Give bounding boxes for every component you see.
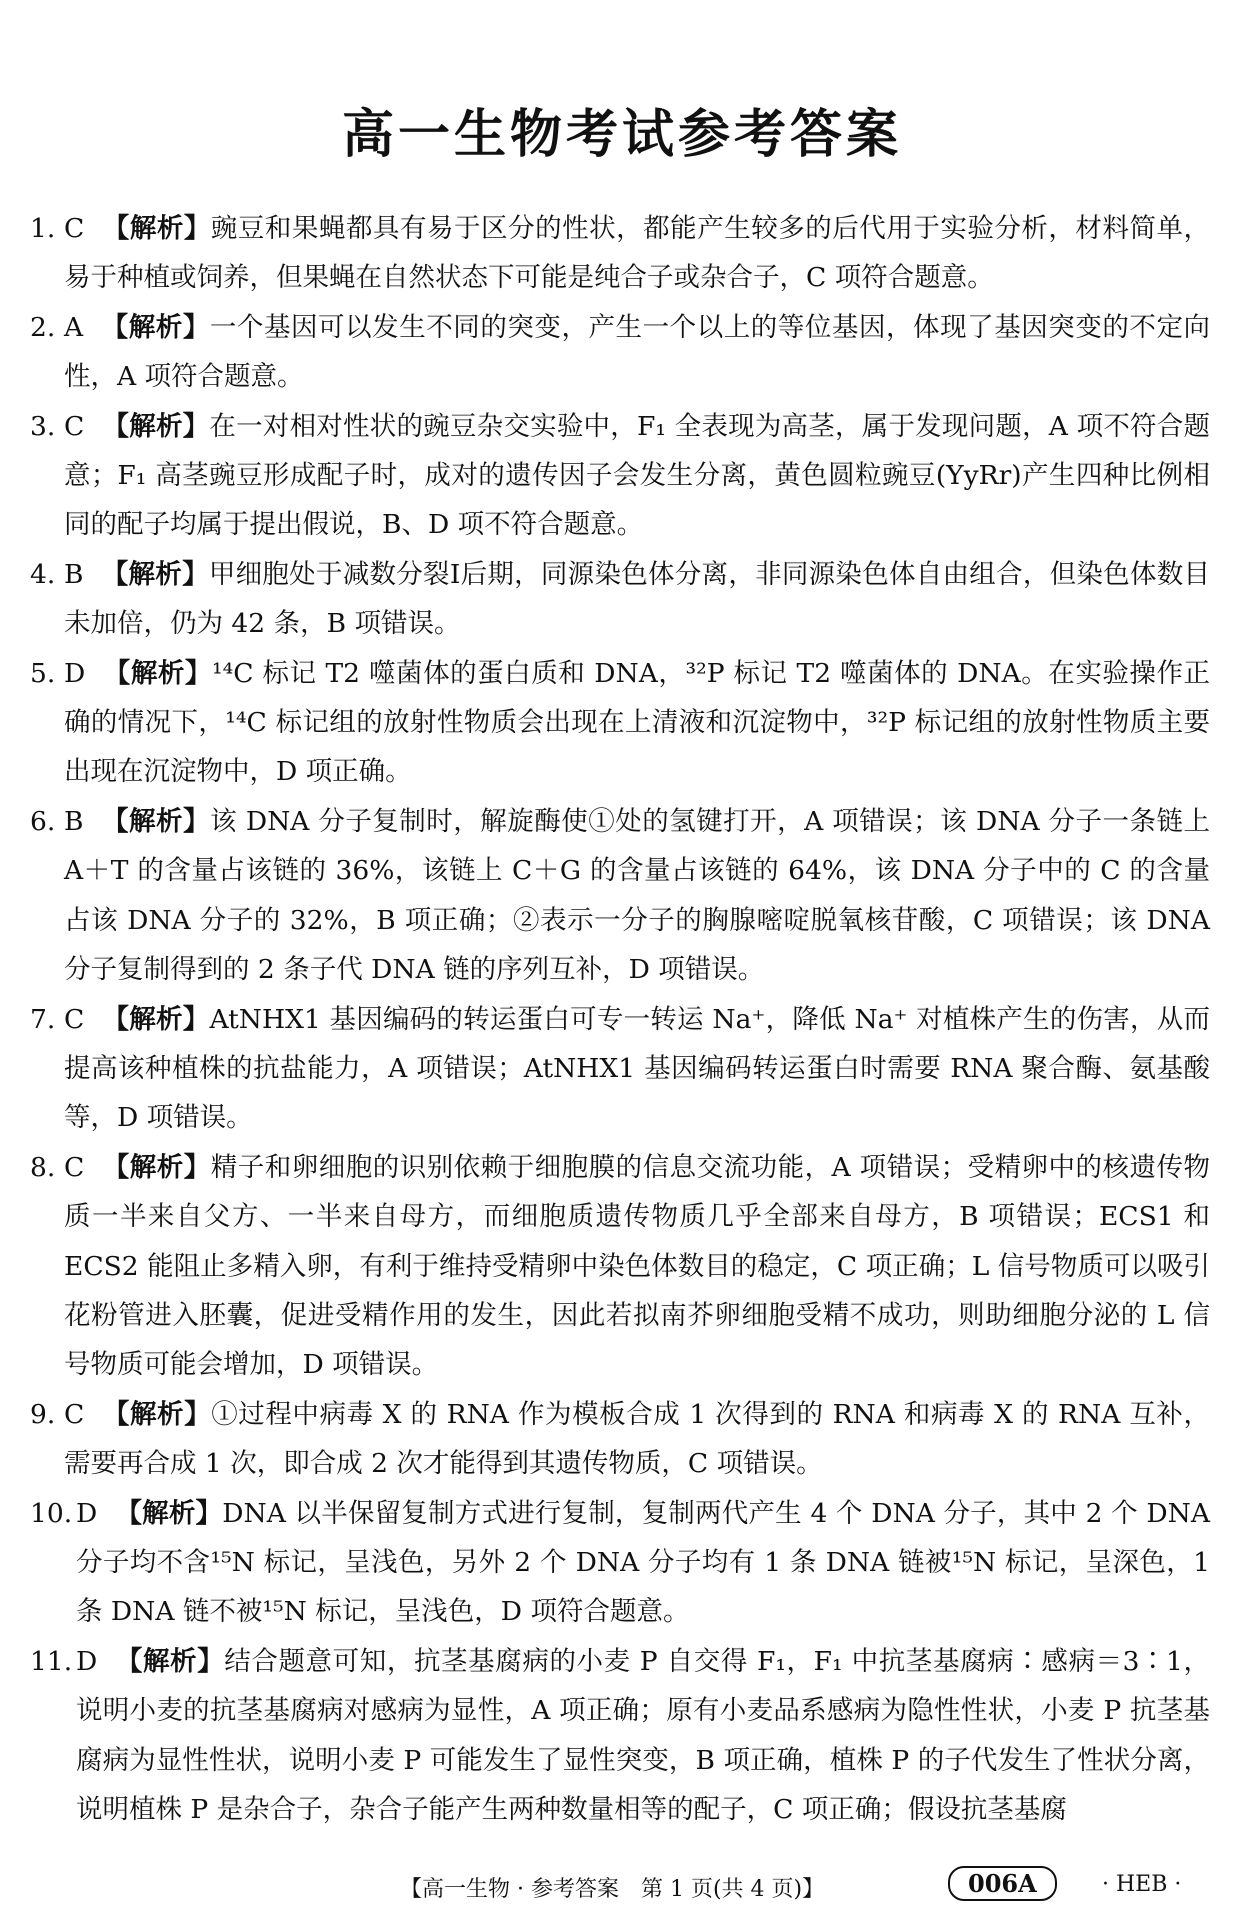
analysis-tag: 【解析】 xyxy=(102,1398,212,1430)
analysis-text: 豌豆和果蝇都具有易于区分的性状，都能产生较多的后代用于实验分析，材料简单，易于种植或饲养，但果蝇在自然状态下可能是纯合子或杂合子，C 项符合题意。 xyxy=(64,213,1211,294)
analysis-tag: 【解析】 xyxy=(102,410,210,442)
footer-region: · HEB · xyxy=(1102,1872,1182,1897)
document-title: 高一生物考试参考答案 xyxy=(341,105,902,165)
answer-item-2 xyxy=(30,303,1210,402)
item-number: 8. xyxy=(30,1151,56,1183)
answer-item-8 xyxy=(30,1143,1210,1390)
answer-letter: C xyxy=(64,1398,85,1430)
item-number: 10. xyxy=(30,1497,73,1529)
analysis-text: AtNHX1 基因编码的转运蛋白可专一转运 Na⁺，降低 Na⁺ 对植株产生的伤害，从而提高该种植株的抗盐能力，A 项错误；AtNHX1 基因编码转运蛋白时需要 RNA 聚合酶、氨基酸等，D 项错误。 xyxy=(64,1003,1210,1134)
answer-letter: B xyxy=(64,558,84,590)
analysis-tag: 【解析】 xyxy=(102,1151,211,1183)
item-number: 2. xyxy=(30,311,56,343)
analysis-tag: 【解析】 xyxy=(115,1497,223,1529)
analysis-tag: 【解析】 xyxy=(102,1003,210,1035)
item-number: 1. xyxy=(30,213,56,244)
analysis-text: 精子和卵细胞的识别依赖于细胞膜的信息交流功能，A 项错误；受精卵中的核遗传物质一半来自父方、一半来自母方，而细胞质遗传物质几乎全部来自母方，B 项错误；ECS1 和 ECS2 能阻止多精入卵，有利于维持受精卵中染色体数目的稳定，C 项正确；L 信号物质可以吸引花粉管进入胚囊，促进受精作用的发生，因此若拟南芥卵细胞受精不成功，则助细胞分泌的 L 信号物质可能会增加，D 项错误。 xyxy=(64,1151,1211,1381)
footer-page-info: 【高一生物 · 参考答案 第 1 页(共 4 页)】 xyxy=(400,1877,825,1902)
answer-letter: D xyxy=(76,1497,98,1529)
analysis-tag: 【解析】 xyxy=(103,657,212,689)
item-number: 6. xyxy=(30,805,56,837)
footer-code-badge: 006A xyxy=(948,1866,1057,1901)
analysis-text: 一个基因可以发生不同的突变，产生一个以上的等位基因，体现了基因突变的不定向性，A 项符合题意。 xyxy=(64,311,1211,393)
analysis-text: 甲细胞处于减数分裂Ⅰ后期，同源染色体分离，非同源染色体自由组合，但染色体数目未加倍，仍为 42 条，B 项错误。 xyxy=(64,558,1210,640)
analysis-tag: 【解析】 xyxy=(115,1645,225,1677)
analysis-tag: 【解析】 xyxy=(102,213,211,244)
analysis-text: 该 DNA 分子复制时，解旋酶使①处的氢键打开，A 项错误；该 DNA 分子一条链上 A＋T 的含量占该链的 36%，该链上 C＋G 的含量占该链的 64%，该 DNA 分子中的 C 的含量占该 DNA 分子的 32%，B 项正确；②表示一分子的胸腺嘧啶脱氧核苷酸，C 项错误；该 DNA 分子复制得到的 2 条子代 DNA 链的序列互补，D 项错误。 xyxy=(64,805,1210,986)
item-number: 5. xyxy=(30,657,56,689)
item-number: 4. xyxy=(30,558,56,590)
item-number: 3. xyxy=(30,410,56,442)
item-number: 9. xyxy=(30,1398,56,1430)
answer-item-10 xyxy=(30,1489,1210,1637)
analysis-tag: 【解析】 xyxy=(101,311,210,343)
analysis-tag: 【解析】 xyxy=(101,805,210,837)
answer-letter: C xyxy=(64,213,85,244)
analysis-text: DNA 以半保留复制方式进行复制，复制两代产生 4 个 DNA 分子，其中 2 个 DNA 分子均不含¹⁵N 标记，呈浅色，另外 2 个 DNA 分子均有 1 条 DNA 链被¹⁵N 标记，呈深色，1 条 DNA 链不被¹⁵N 标记，呈浅色，D 项符合题意。 xyxy=(76,1497,1210,1628)
answer-item-5 xyxy=(30,649,1210,797)
answer-item-11 xyxy=(30,1637,1210,1835)
item-number: 7. xyxy=(30,1003,56,1035)
answer-item-3 xyxy=(30,402,1210,550)
answer-item-1 xyxy=(30,204,1210,303)
answer-letter: B xyxy=(64,805,84,837)
answer-item-6 xyxy=(30,797,1210,995)
answer-item-4 xyxy=(30,550,1210,649)
answer-letter: D xyxy=(76,1645,98,1677)
answer-letter: C xyxy=(64,410,85,442)
analysis-text: ¹⁴C 标记 T2 噬菌体的蛋白质和 DNA，³²P 标记 T2 噬菌体的 DNA。在实验操作正确的情况下，¹⁴C 标记组的放射性物质会出现在上清液和沉淀物中，³²P 标记组的放射性物质主要出现在沉淀物中，D 项正确。 xyxy=(64,657,1211,788)
analysis-tag: 【解析】 xyxy=(101,558,209,590)
analysis-text: 在一对相对性状的豌豆杂交实验中，F₁ 全表现为高茎，属于发现问题，A 项不符合题意；F₁ 高茎豌豆形成配子时，成对的遗传因子会发生分离，黄色圆粒豌豆(YyRr)产生四种比例相同的配子均属于提出假说，B、D 项不符合题意。 xyxy=(64,410,1210,541)
answer-letter: A xyxy=(64,311,84,343)
answer-item-9 xyxy=(30,1390,1210,1489)
answer-list xyxy=(30,204,1210,1834)
answer-letter: C xyxy=(64,1003,85,1035)
item-number: 11. xyxy=(30,1645,73,1677)
analysis-text: ①过程中病毒 X 的 RNA 作为模板合成 1 次得到的 RNA 和病毒 X 的 RNA 互补，需要再合成 1 次，即合成 2 次才能得到其遗传物质，C 项错误。 xyxy=(64,1398,1210,1480)
answer-letter: C xyxy=(64,1151,85,1183)
analysis-text: 结合题意可知，抗茎基腐病的小麦 P 自交得 F₁，F₁ 中抗茎基腐病∶感病＝3∶1，说明小麦的抗茎基腐病对感病为显性，A 项正确；原有小麦品系感病为隐性性状，小麦 P 抗茎基腐病为显性性状，说明小麦 P 可能发生了显性突变，B 项正确，植株 P 的子代发生了性状分离，说明植株 P 是杂合子，杂合子能产生两种数量相等的配子，C 项正确；假设抗茎基腐 xyxy=(76,1645,1211,1825)
answer-letter: D xyxy=(64,657,86,689)
answer-item-7 xyxy=(30,995,1210,1143)
